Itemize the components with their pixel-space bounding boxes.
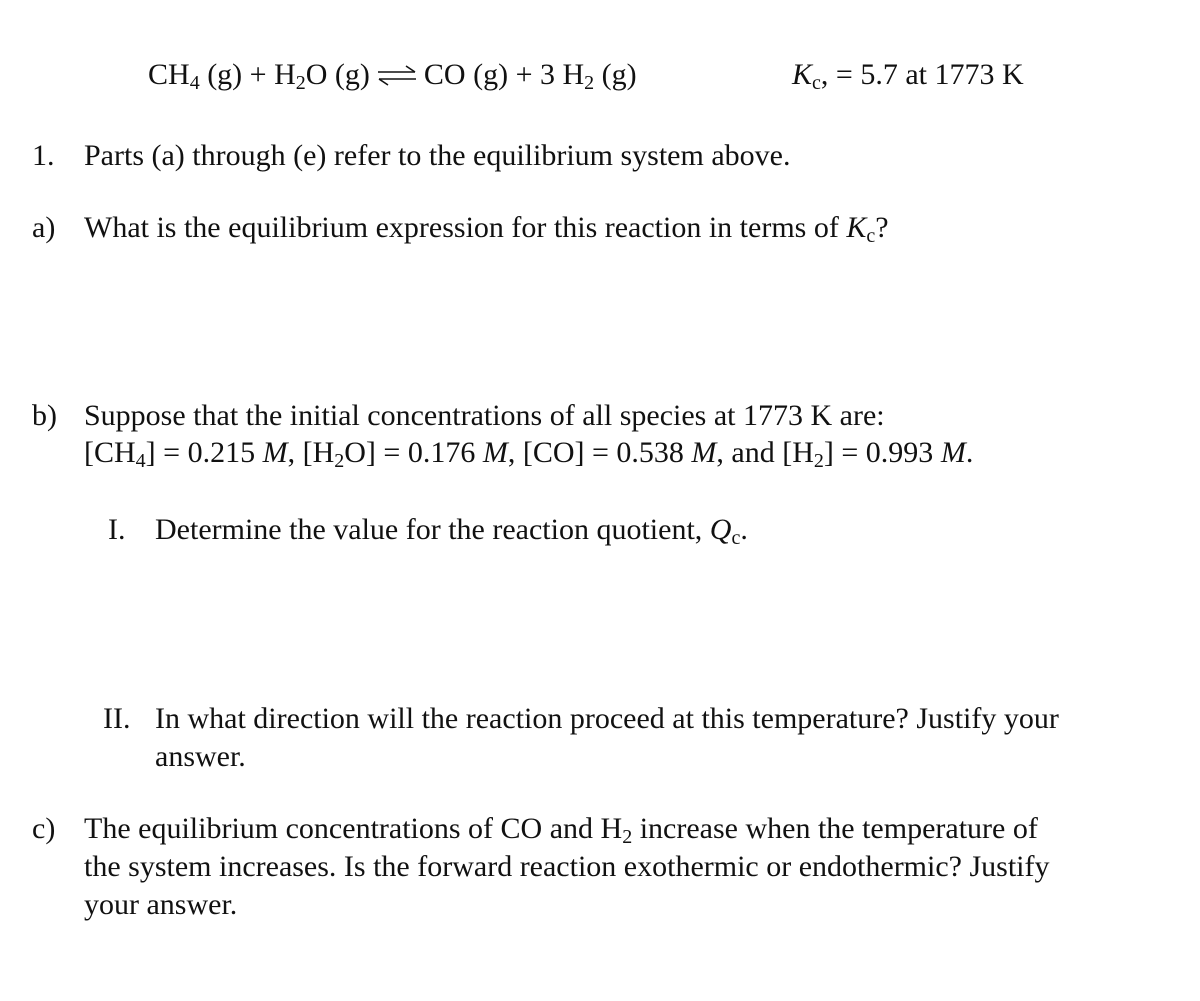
conc-text: ] = 0.215	[145, 436, 263, 469]
equation-text: O (g)	[305, 58, 370, 91]
subscript: 2	[584, 72, 595, 94]
k-symbol: K	[846, 211, 867, 244]
punctuation: .	[740, 513, 748, 546]
part-a-text	[84, 211, 889, 245]
products-text: CO (g) + 3 H	[423, 58, 585, 91]
conc-text: O] = 0.176	[344, 436, 483, 469]
question-1-text: Parts (a) through (e) refer to the equilibrium system above.	[84, 139, 791, 172]
reactant-ch4: CH	[148, 58, 190, 91]
subscript: 2	[295, 72, 306, 94]
k-value-text: , = 5.7 at 1773 K	[820, 58, 1024, 91]
part-b-i-question: Determine the value for the reaction quotient,	[155, 513, 710, 546]
subscript: c	[731, 527, 741, 549]
q-symbol: Q	[709, 513, 732, 546]
conc-text: , [CO] = 0.538	[507, 436, 692, 469]
conc-text: , [H	[287, 436, 335, 469]
reaction-equation	[148, 58, 637, 92]
part-b-i-text	[155, 513, 748, 547]
part-b-i-label: I.	[108, 513, 126, 546]
k-symbol: K	[792, 58, 813, 91]
subscript: 4	[135, 450, 146, 472]
part-a-question: What is the equilibrium expression for this reaction in terms of	[84, 211, 847, 244]
subscript: 2	[813, 450, 824, 472]
subscript: c	[812, 72, 821, 94]
punctuation: ?	[875, 211, 889, 244]
equation-text: (g) + H	[199, 58, 296, 91]
molar-unit: M	[262, 436, 288, 469]
subscript: 2	[334, 450, 345, 472]
part-b-ii-line-2: answer.	[155, 740, 246, 773]
part-b-ii-label: II.	[103, 702, 131, 735]
conc-text: , and [H	[716, 436, 814, 469]
conc-text: ] = 0.993	[823, 436, 941, 469]
subscript: 2	[622, 826, 633, 848]
part-c-text: The equilibrium concentrations of CO and H	[84, 812, 623, 845]
molar-unit: M	[940, 436, 966, 469]
part-b-ii-line-1: In what direction will the reaction proceed at this temperature? Justify your	[155, 702, 1059, 735]
equation-text: (g)	[594, 58, 637, 91]
molar-unit: M	[482, 436, 508, 469]
part-c-label: c)	[32, 812, 56, 845]
equilibrium-constant	[792, 58, 1024, 92]
conc-text: [CH	[84, 436, 136, 469]
punctuation: .	[965, 436, 974, 469]
part-a-label: a)	[32, 211, 56, 244]
part-c-line-3: your answer.	[84, 888, 238, 921]
part-c-line-1	[84, 812, 1038, 846]
equilibrium-arrow-icon	[376, 60, 418, 82]
part-b-label: b)	[32, 399, 57, 432]
molar-unit: M	[691, 436, 717, 469]
part-c-line-2: the system increases. Is the forward reaction exothermic or endothermic? Justify	[84, 850, 1050, 883]
subscript: 4	[189, 72, 200, 94]
part-b-line-1: Suppose that the initial concentrations of all species at 1773 K are:	[84, 399, 885, 432]
part-b-concentrations	[84, 436, 973, 470]
question-1-number: 1.	[32, 139, 55, 172]
subscript: c	[866, 225, 876, 247]
part-c-text: increase when the temperature of	[632, 812, 1038, 845]
